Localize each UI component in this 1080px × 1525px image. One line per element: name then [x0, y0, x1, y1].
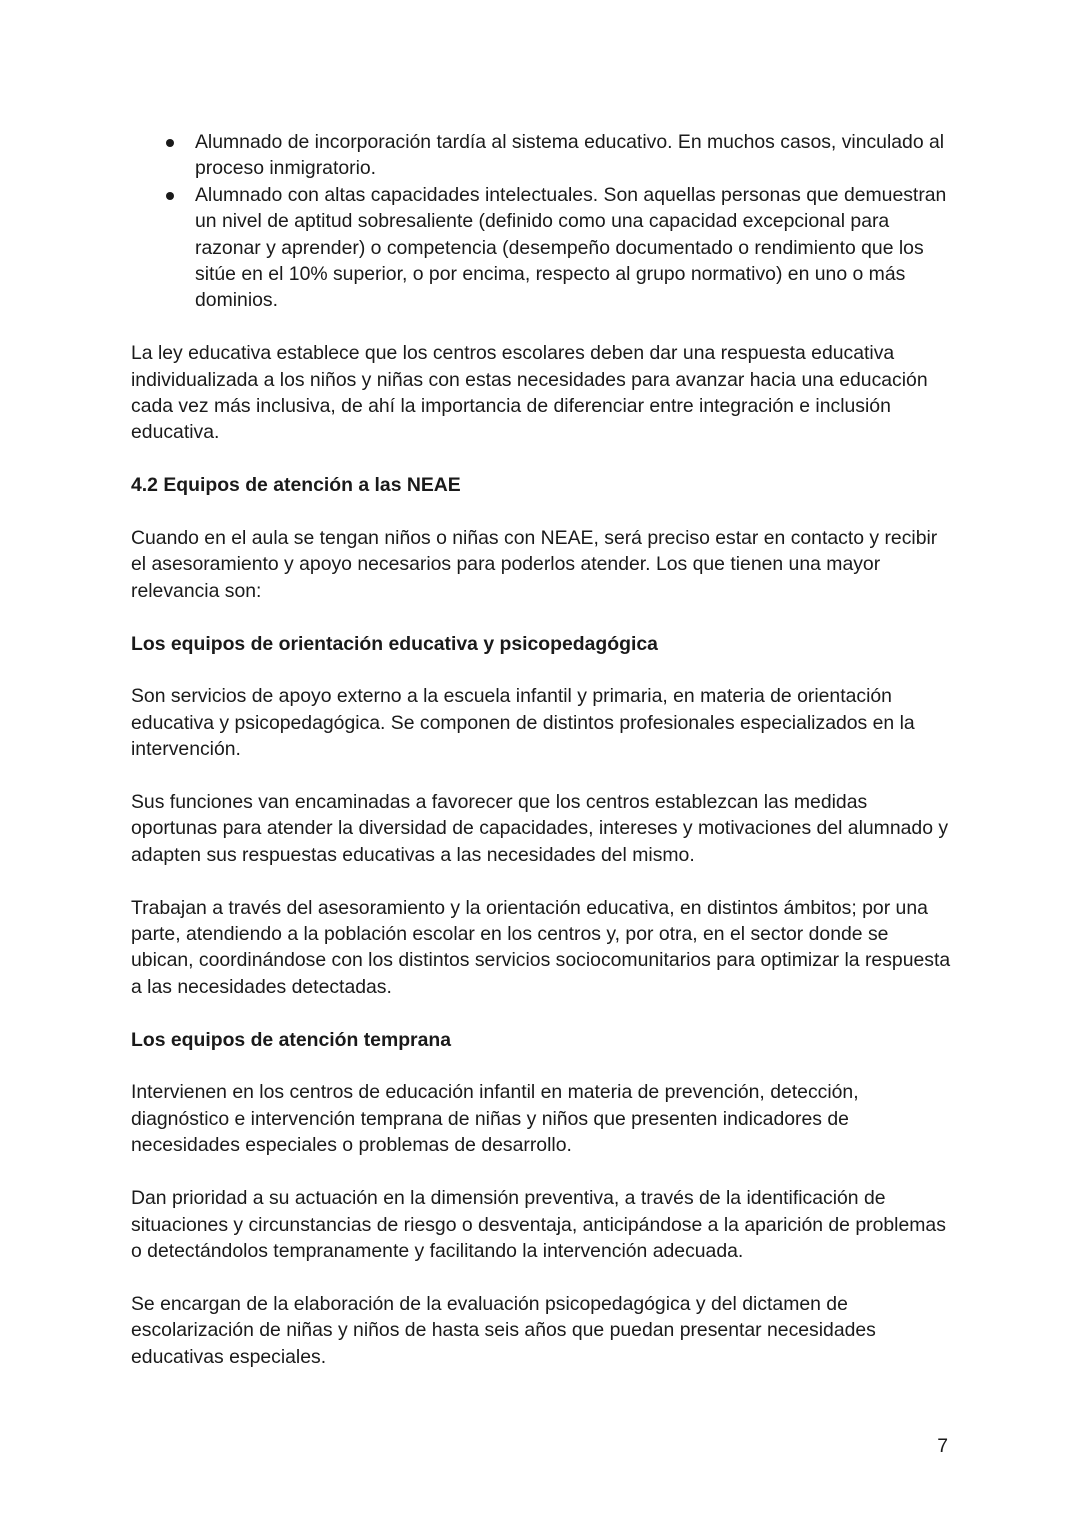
list-item: [131, 129, 951, 182]
intro-paragraph: La ley educativa establece que los centros escolares deben dar una respuesta educativa individualizada a los niños y niñas con estas necesidades para avanzar hacia una educación cada vez más inclusiva, de ahí la importancia de diferenciar entre integración e inclusión educativa.: [131, 342, 928, 444]
section-heading: 4.2 Equipos de atención a las NEAE: [131, 474, 461, 497]
section-intro-paragraph: Cuando en el aula se tengan niños o niñas con NEAE, será preciso estar en contacto y recibir el asesoramiento y apoyo necesarios para poderlos atender. Los que tienen una mayor relevancia son:: [131, 527, 938, 602]
bullet-text: Alumnado con altas capacidades intelectuales. Son aquellas personas que demuestran un nivel de aptitud sobresaliente (definido como una capacidad excepcional para razonar y aprender) o competencia (desempeño documentado o rendimiento que los sitúe en el 10% superior, o por encima, respecto al grupo normativo) en uno o más dominios.: [195, 183, 947, 312]
page-number: 7: [937, 1435, 948, 1457]
bullet-list: [131, 129, 951, 314]
bullet-text: Alumnado de incorporación tardía al sistema educativo. En muchos casos, vinculado al proceso inmigratorio.: [195, 131, 945, 180]
page-content: [131, 129, 951, 1370]
paragraph: Intervienen en los centros de educación infantil en materia de prevención, detección, diagnóstico e intervención temprana de niñas y niños que presenten indicadores de necesidades especiales o problemas de desarrollo.: [131, 1081, 859, 1157]
paragraph: Sus funciones van encaminadas a favorecer que los centros establezcan las medidas oportunas para atender la diversidad de capacidades, intereses y motivaciones del alumnado y adapten sus respuestas educativas a las necesidades del mismo.: [131, 791, 949, 866]
paragraph: Trabajan a través del asesoramiento y la orientación educativa, en distintos ámbitos; por una parte, atendiendo a la población escolar en los centros y, por otra, en el sector donde se ubican, coordinándose con los distintos servicios sociocomunitarios para optimizar la respuesta a las necesidades detectadas.: [131, 896, 951, 998]
list-item: [131, 182, 951, 314]
subsection-heading-eoep: Los equipos de orientación educativa y psicopedagógica: [131, 632, 658, 655]
bullet-icon: [166, 192, 174, 200]
bullet-icon: [166, 139, 174, 147]
paragraph: Se encargan de la elaboración de la evaluación psicopedagógica y del dictamen de escolarización de niñas y niños de hasta seis años que puedan presentar necesidades educativas especiales.: [131, 1292, 876, 1368]
subsection-heading-atencion-temprana: Los equipos de atención temprana: [131, 1028, 452, 1051]
paragraph: Dan prioridad a su actuación en la dimensión preventiva, a través de la identificación de situaciones y circunstancias de riesgo o desventaja, anticipándose a la aparición de problemas o detectándolos tempranamente y facilitando la intervención adecuada.: [131, 1187, 946, 1262]
paragraph: Son servicios de apoyo externo a la escuela infantil y primaria, en materia de orientación educativa y psicopedagógica. Se componen de distintos profesionales especializados en la intervención.: [131, 685, 915, 761]
